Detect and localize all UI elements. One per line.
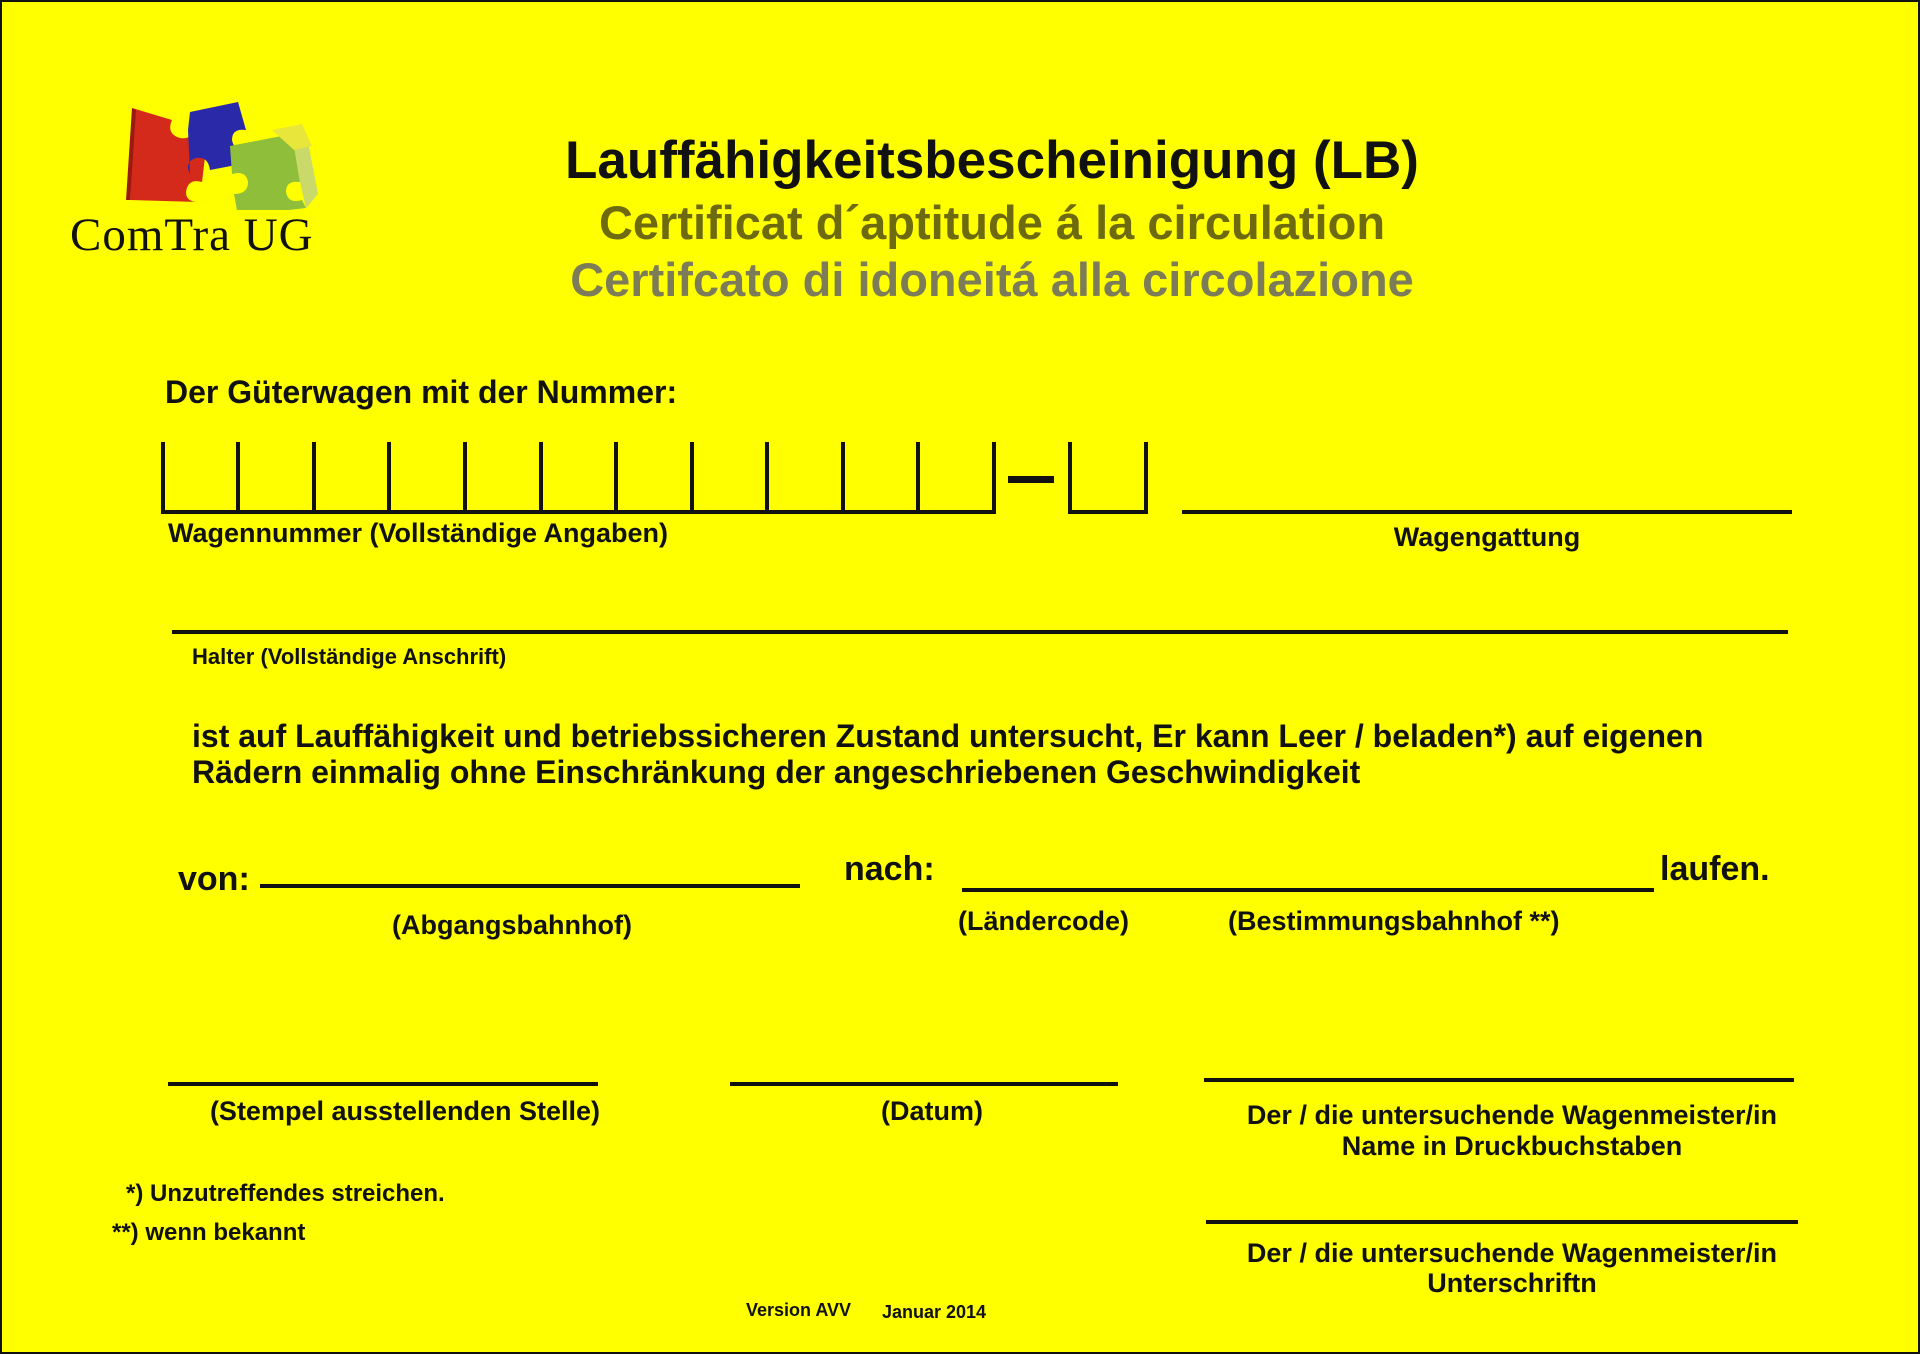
end-word: laufen. xyxy=(1660,850,1770,888)
inspector-sign-label-2: Unterschriftn xyxy=(1427,1268,1597,1298)
stamp-line[interactable] xyxy=(168,1082,598,1086)
from-line[interactable] xyxy=(260,884,800,888)
title-french: Certificat d´aptitude á la circulation xyxy=(598,196,1386,249)
statement-line-2: Rädern einmalig ohne Einschränkung der angeschriebenen Geschwindigkeit xyxy=(192,754,1361,790)
check-digit-box[interactable] xyxy=(1068,442,1148,514)
wagon-type-label: Wagengattung xyxy=(1393,522,1581,552)
inspector-sign-line[interactable] xyxy=(1206,1220,1798,1224)
footnote-2: **) wenn bekannt xyxy=(112,1219,306,1246)
inspector-name-label-2: Name in Druckbuchstaben xyxy=(1341,1131,1683,1161)
footnote-1: *) Unzutreffendes streichen. xyxy=(126,1180,445,1207)
inspector-name-label-1: Der / die untersuchende Wagenmeister/in xyxy=(1246,1100,1778,1130)
footer-date: Januar 2014 xyxy=(882,1302,987,1322)
check-digit-grid xyxy=(1068,442,1148,514)
holder-label: Halter (Vollständige Anschrift) xyxy=(192,644,507,669)
date-label: (Datum) xyxy=(881,1096,983,1126)
wagon-number-boxes[interactable] xyxy=(161,442,996,514)
to-label: nach: xyxy=(844,850,935,888)
title-german: Lauffähigkeitsbescheinigung (LB) xyxy=(565,131,1419,190)
logo-text: ComTra UG xyxy=(70,209,314,261)
company-logo xyxy=(62,90,352,280)
wagon-type-line[interactable] xyxy=(1182,510,1792,514)
number-dash xyxy=(1008,476,1054,483)
title-italian: Certifcato di idoneitá alla circolazione xyxy=(570,253,1414,306)
puzzle-logo-icon xyxy=(62,90,352,210)
holder-line[interactable] xyxy=(172,630,1788,634)
wagon-intro: Der Güterwagen mit der Nummer: xyxy=(165,374,678,410)
from-caption: (Abgangsbahnhof) xyxy=(392,910,632,940)
date-line[interactable] xyxy=(730,1082,1118,1086)
statement-line-1: ist auf Lauffähigkeit und betriebssicheren Zustand untersucht, Er kann Leer / beladen*) auf eigenen xyxy=(192,718,1704,754)
inspector-sign-label-1: Der / die untersuchende Wagenmeister/in xyxy=(1246,1238,1778,1268)
country-caption: (Ländercode) xyxy=(958,906,1130,936)
wagon-number-label: Wagennummer (Vollständige Angaben) xyxy=(168,518,669,548)
from-label: von: xyxy=(178,860,250,898)
to-line[interactable] xyxy=(962,888,1654,892)
stamp-label: (Stempel ausstellenden Stelle) xyxy=(209,1096,601,1126)
destination-caption: (Bestimmungsbahnhof **) xyxy=(1228,906,1560,936)
inspector-name-line[interactable] xyxy=(1204,1078,1794,1082)
wagon-number-grid xyxy=(161,442,996,514)
footer-version: Version AVV xyxy=(746,1300,852,1320)
